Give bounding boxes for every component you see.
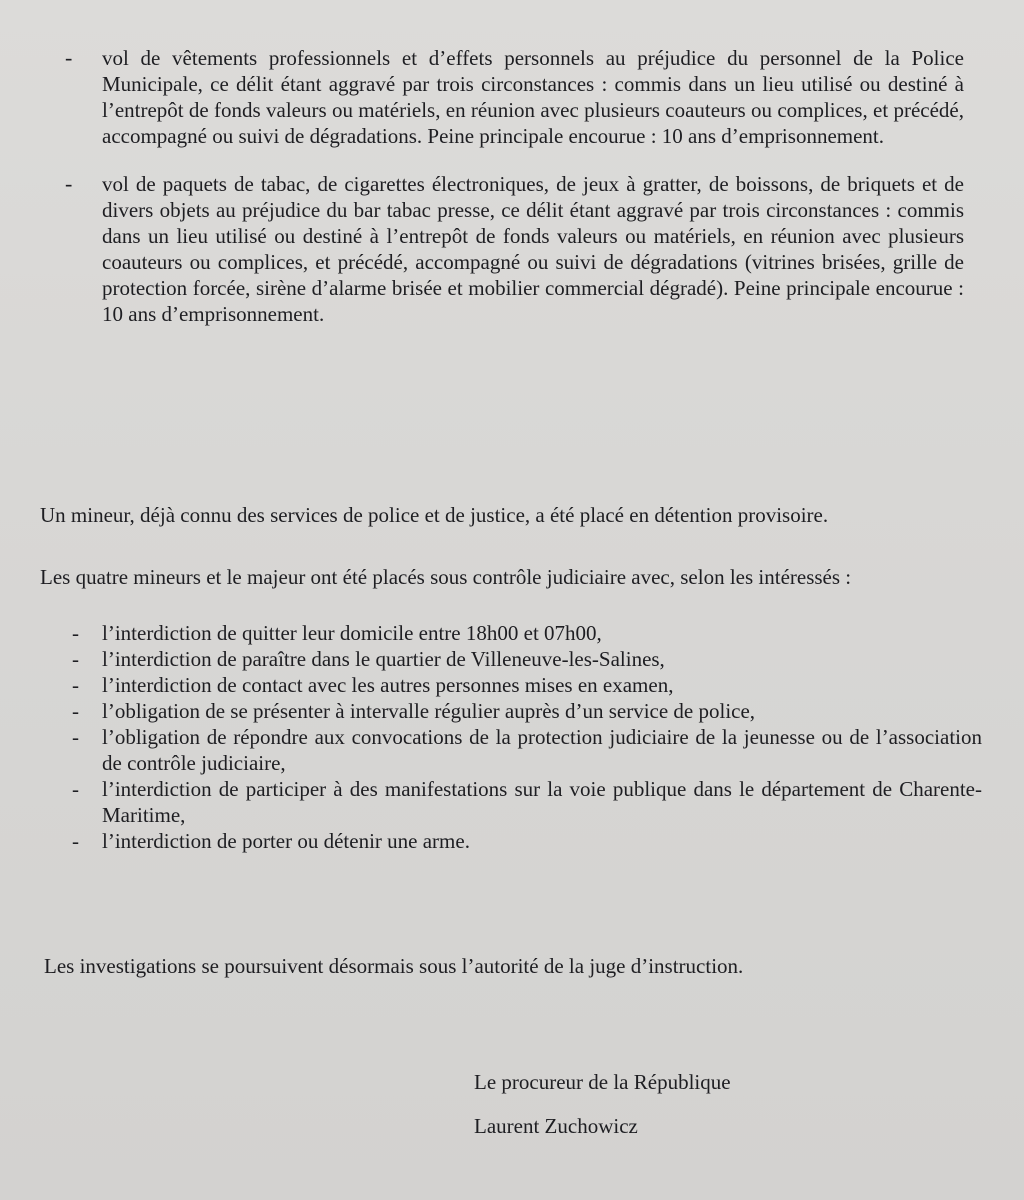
- signature-block: [474, 1069, 731, 1139]
- measure-text: l’obligation de répondre aux convocations de la protection judiciaire de la jeunesse ou de l’association de contrôle judiciaire,: [102, 725, 982, 775]
- list-bullet: -: [72, 673, 79, 697]
- measure-text: l’interdiction de contact avec les autres personnes mises en examen,: [102, 673, 674, 697]
- charge-item: [0, 171, 1024, 327]
- measure-item: [0, 620, 1024, 646]
- list-bullet: -: [72, 725, 79, 749]
- measure-item: [0, 828, 1024, 854]
- signature-name: Laurent Zuchowicz: [474, 1114, 638, 1138]
- signature-title: Le procureur de la République: [474, 1070, 731, 1094]
- measure-text: l’interdiction de participer à des manifestations sur la voie publique dans le département de Charente-Maritime,: [102, 777, 982, 827]
- measure-item: [0, 646, 1024, 672]
- paragraph-detention: Un mineur, déjà connu des services de police et de justice, a été placé en détention provisoire.: [40, 503, 829, 527]
- paragraph-investigations: Les investigations se poursuivent désormais sous l’autorité de la juge d’instruction.: [44, 954, 744, 978]
- measure-text: l’interdiction de porter ou détenir une arme.: [102, 829, 470, 853]
- list-bullet: -: [72, 777, 79, 801]
- measure-item: [0, 724, 1024, 776]
- list-bullet: -: [72, 621, 79, 645]
- measure-item: [0, 698, 1024, 724]
- charge-text: vol de paquets de tabac, de cigarettes électroniques, de jeux à gratter, de boissons, de briquets et de divers objets au préjudice du bar tabac presse, ce délit étant aggravé par trois circonstances : commis dans un lieu utilisé ou destiné à l’entrepôt de fonds valeurs ou matériels, en réunion avec plusieurs coauteurs ou complices, et précédé, accompagné ou suivi de dégradations (vitrines brisées, grille de protection forcée, sirène d’alarme brisée et mobilier commercial dégradé). Peine principale encourue : 10 ans d’emprisonnement.: [102, 172, 964, 326]
- paragraph-controle-judiciaire: Les quatre mineurs et le majeur ont été placés sous contrôle judiciaire avec, selon les intéressés :: [40, 565, 852, 589]
- charge-item: [0, 45, 1024, 149]
- charges-list: [0, 45, 1024, 349]
- measures-list: [0, 620, 1024, 854]
- charge-text: vol de vêtements professionnels et d’effets personnels au préjudice du personnel de la Police Municipale, ce délit étant aggravé par trois circonstances : commis dans un lieu utilisé ou destiné à l’entrepôt de fonds valeurs ou matériels, en réunion avec plusieurs coauteurs ou complices, et précédé, accompagné ou suivi de dégradations. Peine principale encourue : 10 ans d’emprisonnement.: [102, 46, 964, 148]
- measure-item: [0, 672, 1024, 698]
- list-bullet: -: [72, 647, 79, 671]
- measure-text: l’interdiction de quitter leur domicile entre 18h00 et 07h00,: [102, 621, 602, 645]
- list-bullet: -: [72, 829, 79, 853]
- list-bullet: -: [72, 699, 79, 723]
- measure-text: l’interdiction de paraître dans le quartier de Villeneuve-les-Salines,: [102, 647, 665, 671]
- measure-item: [0, 776, 1024, 828]
- measure-text: l’obligation de se présenter à intervalle régulier auprès d’un service de police,: [102, 699, 756, 723]
- list-bullet: -: [65, 45, 73, 70]
- list-bullet: -: [65, 171, 73, 196]
